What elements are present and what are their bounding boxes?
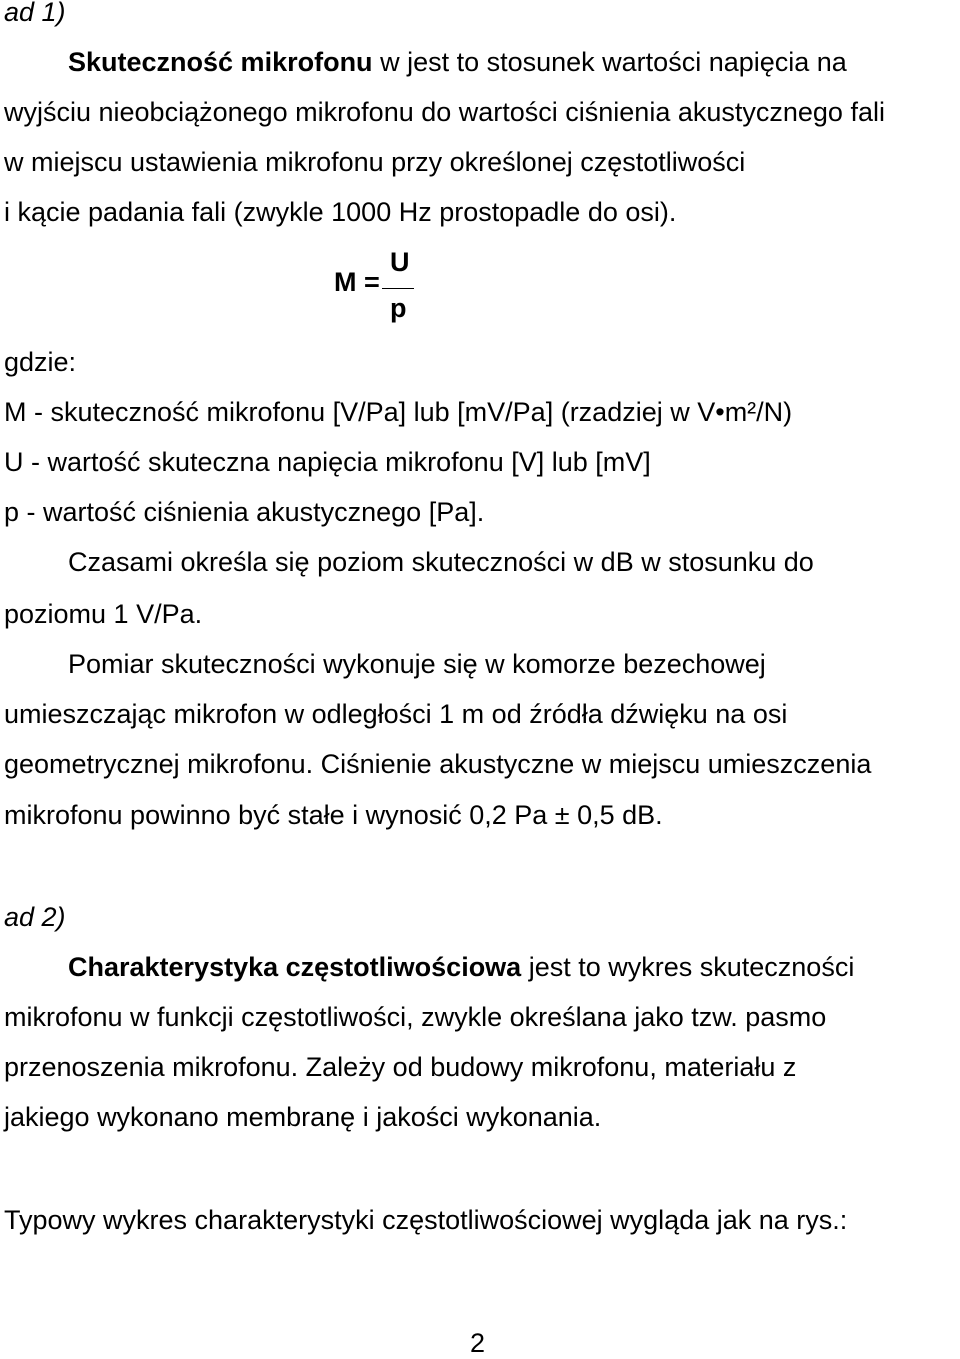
paragraph-line: Typowy wykres charakterystyki częstotliwościowej wygląda jak na rys.: <box>4 1205 848 1235</box>
paragraph-line: i kącie padania fali (zwykle 1000 Hz prostopadle do osi). <box>4 197 677 227</box>
definition-p: p - wartość ciśnienia akustycznego [Pa]. <box>4 497 485 527</box>
definition-m: M - skuteczność mikrofonu [V/Pa] lub [mV/Pa] (rzadziej w V•m²/N) <box>4 397 793 427</box>
page-number: 2 <box>470 1328 486 1358</box>
paragraph-line: mikrofonu powinno być stałe i wynosić 0,2 Pa ± 0,5 dB. <box>4 800 663 830</box>
formula-numerator: U <box>390 247 410 277</box>
section-heading-ad1: ad 1) <box>4 0 66 27</box>
formula-lhs: M = <box>334 267 380 297</box>
paragraph-line: jakiego wykonano membranę i jakości wykonania. <box>4 1102 602 1132</box>
formula-denominator: p <box>390 293 407 323</box>
paragraph-line <box>68 46 847 78</box>
paragraph-line: w miejscu ustawienia mikrofonu przy określonej częstotliwości <box>4 147 746 177</box>
paragraph-text: w jest to stosunek wartości napięcia na <box>372 47 847 77</box>
term-microphone-sensitivity: Skuteczność mikrofonu <box>68 47 373 77</box>
paragraph-line: geometrycznej mikrofonu. Ciśnienie akustyczne w miejscu umieszczenia <box>4 749 872 779</box>
sensitivity-formula <box>334 247 454 330</box>
fraction-bar <box>382 288 414 289</box>
paragraph-line: mikrofonu w funkcji częstotliwości, zwykle określana jako tzw. pasmo <box>4 1002 827 1032</box>
definition-u: U - wartość skuteczna napięcia mikrofonu [V] lub [mV] <box>4 447 651 477</box>
paragraph-line: przenoszenia mikrofonu. Zależy od budowy mikrofonu, materiału z <box>4 1052 797 1082</box>
section-heading-ad2: ad 2) <box>4 902 66 932</box>
paragraph-line: Pomiar skuteczności wykonuje się w komorze bezechowej <box>68 649 766 679</box>
paragraph-line: wyjściu nieobciążonego mikrofonu do wartości ciśnienia akustycznego fali <box>4 97 885 127</box>
paragraph-line: umieszczając mikrofon w odległości 1 m od źródła dźwięku na osi <box>4 699 788 729</box>
where-label: gdzie: <box>4 347 77 377</box>
paragraph-line <box>68 951 854 983</box>
paragraph-text: jest to wykres skuteczności <box>521 952 855 982</box>
term-frequency-response: Charakterystyka częstotliwościowa <box>68 952 522 982</box>
paragraph-line: Czasami określa się poziom skuteczności w dB w stosunku do <box>68 547 814 577</box>
paragraph-line: poziomu 1 V/Pa. <box>4 599 203 629</box>
